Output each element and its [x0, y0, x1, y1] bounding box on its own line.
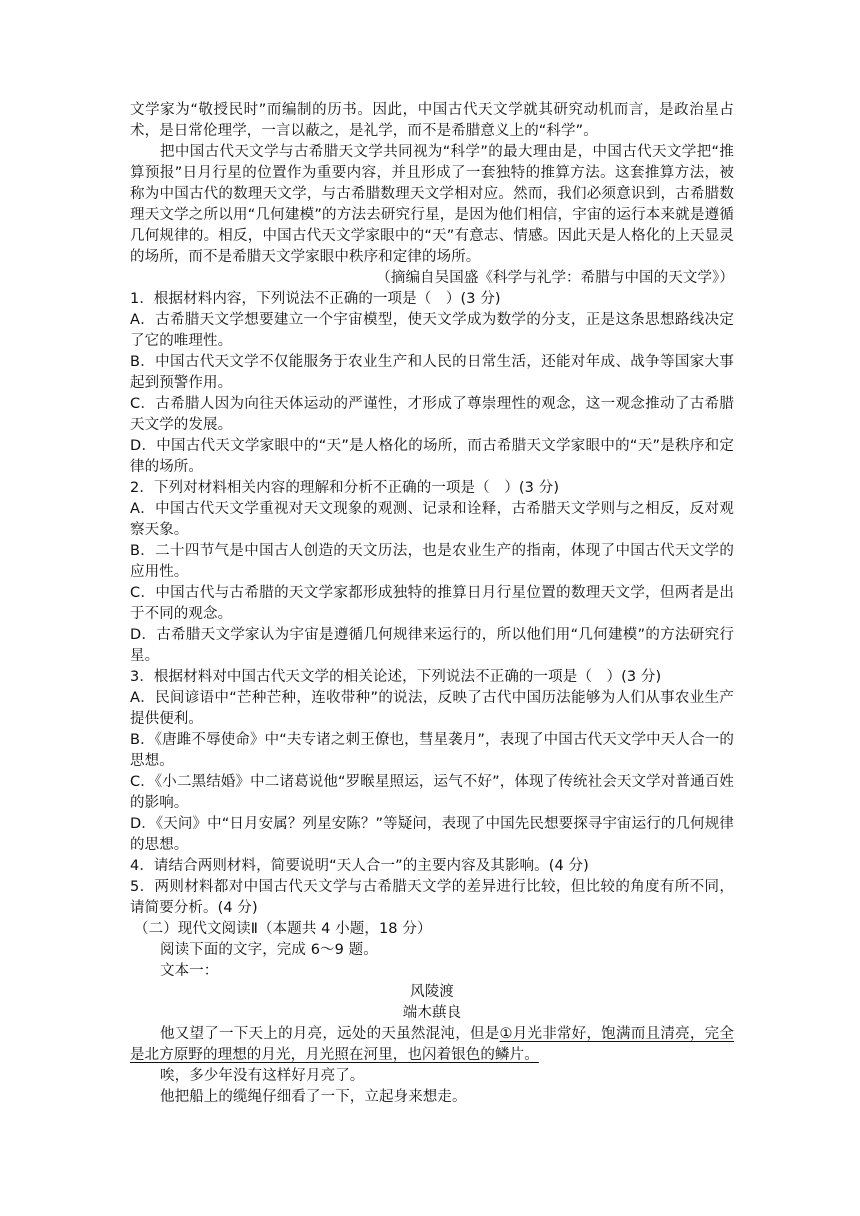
question-1-option-b: B．中国古代天文学不仅能服务于农业生产和人民的日常生活，还能对年成、战争等国家大事起到预警作用。: [130, 354, 734, 391]
story-paragraph: [130, 1024, 734, 1066]
question-3-option-c: C．《小二黑结婚》中二诸葛说他“罗睺星照运，运气不好”，体现了传统社会天文学对普通百姓的影响。: [130, 774, 734, 811]
question-5: 5．两则材料都对中国古代天文学与古希腊天文学的差异进行比较，但比较的角度有所不同，请简要分析。(4 分): [130, 879, 734, 916]
story-author: 端木蕻良: [402, 1005, 462, 1021]
question-1-option-a: A．古希腊天文学想要建立一个宇宙模型，使天文学成为数学的分支，正是这条思想路线决定了它的唯理性。: [130, 312, 734, 349]
underlined-sentence: ①月光非常好，饱满而且清亮，完全是北方原野的理想的月光，月光照在河里，也闪着银色的鳞片。: [130, 1026, 734, 1063]
text-label: 文本一：: [160, 963, 219, 979]
question-3-option-b: B．《唐雎不辱使命》中“夫专诸之刺王僚也，彗星袭月”，表现了中国古代天文学中天人合一的思想。: [130, 732, 734, 769]
question-1-option-d: D．中国古代天文学家眼中的“天”是人格化的场所，而古希腊天文学家眼中的“天”是秩序和定律的场所。: [130, 438, 734, 475]
question-3-stem: 3．根据材料对中国古代天文学的相关论述，下列说法不正确的一项是（ ）(3 分): [130, 669, 662, 685]
section-heading: （二）现代文阅读Ⅱ（本题共 4 小题，18 分）: [134, 921, 432, 937]
question-2-stem: 2．下列对材料相关内容的理解和分析不正确的一项是（ ）(3 分): [130, 480, 560, 496]
question-2-option-d: D．古希腊天文学家认为宇宙是遵循几何规律来运行的，所以他们用“几何建模”的方法研究行星。: [130, 627, 734, 664]
passage-source: （摘编自吴国盛《科学与礼学：希腊与中国的天文学》）: [376, 270, 734, 286]
question-1-stem: 1．根据材料内容，下列说法不正确的一项是（ ）(3 分): [130, 291, 501, 307]
question-2-option-a: A．中国古代天文学重视对天文现象的观测、记录和诠释，古希腊天文学则与之相反，反对观察天象。: [130, 501, 734, 538]
question-4: 4．请结合两则材料，简要说明“天人合一”的主要内容及其影响。(4 分): [130, 858, 589, 874]
section-instruction: 阅读下面的文字，完成 6～9 题。: [160, 942, 378, 958]
story-paragraph: 唉，多少年没有这样好月亮了。: [160, 1068, 365, 1084]
passage-paragraph: 文学家为“敬授民时”而编制的历书。因此，中国古代天文学就其研究动机而言，是政治星占术，是日常伦理学，一言以蔽之，是礼学，而不是希腊意义上的“科学”。: [130, 102, 734, 139]
question-3-option-d: D．《天问》中“日月安属？列星安陈？”等疑问，表现了中国先民想要探寻宇宙运行的几何规律的思想。: [130, 816, 734, 853]
passage-paragraph: 把中国古代天文学与古希腊天文学共同视为“科学”的最大理由是，中国古代天文学把“推算预报”日月行星的位置作为重要内容，并且形成了一套独特的推算方法。这套推算方法，被称为中国古代的数理天文学，与古希腊数理天文学相对应。然而，我们必须意识到，古希腊数理天文学之所以用“几何建模”的方法去研究行星，是因为他们相信，宇宙的运行本来就是遵循几何规律的。相反，中国古代天文学家眼中的“天”有意志、情感。因此天是人格化的上天显灵的场所，而不是希腊天文学家眼中秩序和定律的场所。: [130, 144, 734, 265]
question-1-option-c: C．古希腊人因为向往天体运动的严谨性，才形成了尊崇理性的观念，这一观念推动了古希腊天文学的发展。: [130, 396, 734, 433]
question-3-option-a: A．民间谚语中“芒种芒种，连收带种”的说法，反映了古代中国历法能够为人们从事农业生产提供便利。: [130, 690, 734, 727]
question-2-option-b: B．二十四节气是中国古人创造的天文历法，也是农业生产的指南，体现了中国古代天文学的应用性。: [130, 543, 734, 580]
exam-page: [130, 100, 734, 1108]
story-title: 风陵渡: [410, 984, 454, 1000]
story-paragraph: 他把船上的缆绳仔细看了一下，立起身来想走。: [160, 1089, 467, 1105]
story-text: 他又望了一下天上的月亮，远处的天虽然混沌，但是: [160, 1026, 500, 1042]
question-2-option-c: C．中国古代与古希腊的天文学家都形成独特的推算日月行星位置的数理天文学，但两者是出于不同的观念。: [130, 585, 734, 622]
